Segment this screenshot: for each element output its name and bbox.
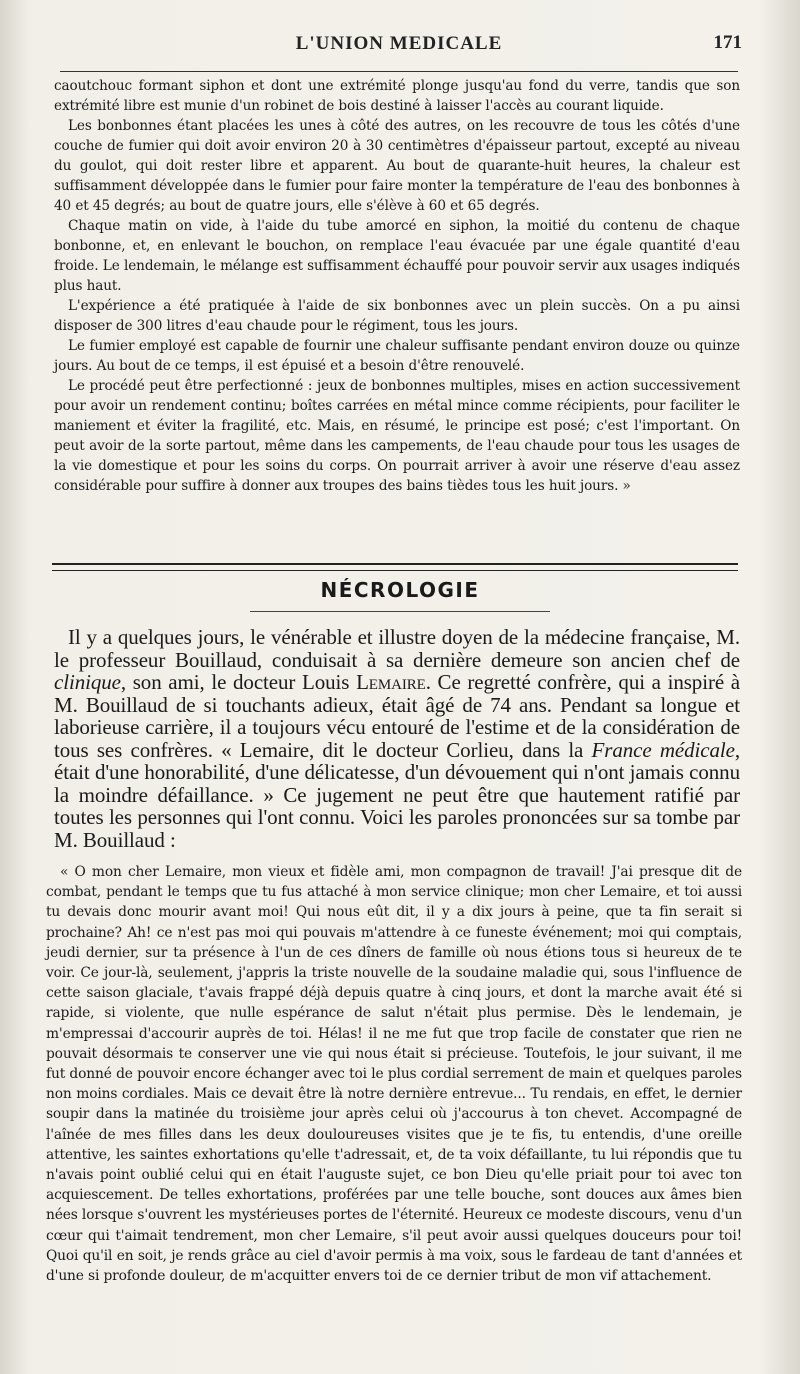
eulogy-paragraph: « O mon cher Lemaire, mon vieux et fidèle ami, mon compagnon de travail! J'ai presque dit de combat, pendant le temps que tu fus attaché à mon service clinique; mon cher Lemaire, et toi aussi tu devais donc mourir avant moi! Qui nous eût dit, il y a dix jours à peine, que ta fin serait si prochaine? Ah! ce n'est pas moi qui pouvais m'attendre à ce funeste événement; moi qui comptais, jeudi dernier, sur ta présence à l'un de ces dîners de famille où nous étions tous si heureux de te voir. Ce jour-là, seulement, j'appris la triste nouvelle de la soudaine maladie qui, sous l'influence de cette saison glaciale, t'avais frappé déjà depuis quatre à cinq jours, et dont la marche avait été si rapide, si violente, que nulle espérance de salut n'était plus permise. Dès le lendemain, je m'empressai d'accourir auprès de toi. Hélas! il ne me fut que trop facile de constater que rien ne pouvait désormais te conserver une vie qui nous était si précieuse. Toutefois, le jour suivant, il me fut donné de pouvoir encore échanger avec toi le plus cordial serrement de main et quelques paroles non moins cordiales. Mais ce devait être là notre dernière entrevue... Tu rendais, en effet, le dernier soupir dans la matinée du troisième jour après celui où j'accourus à ton chevet. Accompagné de l'aînée de mes filles dans les deux douloureuses visites que je te fis, tu entendis, d'une oreille attentive, les saintes exhortations qu'elle t'adressait, et, de ta voix défaillante, tu lui répondis que tu n'avais point oublié celui qui en était l'auguste sujet, ce bon Dieu qu'elle priait pour toi avec ton acquiescement. De telles exhortations, proférées par une telle bouche, sont douces aux âmes bien nées lorsque s'ouvrent les mystérieuses portes de l'éternité. Heureux ce modeste discours, venu d'un cœur qui t'aimait tendrement, mon cher Lemaire, s'il peut avoir aussi quelques douceurs pour toi! Quoi qu'il en soit, je rends grâce au ciel d'avoir permis à ma voix, sous le fardeau de tant d'années et d'une si profonde douleur, de m'acquitter envers toi de ce dernier tribut de mon vif attachement. [46,864,742,1285]
surname-lemaire: Lemaire [356,670,426,694]
eulogy-speech [46,862,742,1286]
article-paragraph: Le fumier employé est capable de fournir une chaleur suffisante pendant environ douze ou quinze jours. Au bout de ce temps, il est épuisé et a besoin d'être renouvelé. [54,338,740,374]
article-paragraph: Les bonbonnes étant placées les unes à côté des autres, on les recouvre de tous les côtés d'une couche de fumier qui doit avoir environ 20 à 30 centimètres d'épaisseur partout, excepté au niveau du goulot, qui doit rester libre et apparent. Au bout de quarante-huit heures, la chaleur est suffisamment développée dans le fumier pour faire monter la température de l'eau des bonbonnes à 40 et 45 degrés; au bout de quatre jours, elle s'élève à 60 et 65 degrés. [54,118,740,214]
article-paragraph: L'expérience a été pratiquée à l'aide de six bonbonnes avec un plein succès. On a pu ainsi disposer de 300 litres d'eau chaude pour le régiment, tous les jours. [54,298,740,334]
running-title: L'UNION MEDICALE [295,33,503,54]
page-number: 171 [713,32,742,53]
header-rule [60,71,738,72]
obituary-paragraph: Il y a quelques jours, le vénérable et illustre doyen de la médecine française, M. le professeur Bouillaud, conduisait à sa dernière demeure son ancien chef de clinique, son ami, le docteur Louis Lemaire. Ce regretté confrère, qui a inspiré à M. Bouillaud de si touchants adieux, était âgé de 74 ans. Pendant sa longue et laborieuse carrière, il a toujours vécu entouré de l'estime et de la considération de tous ses confrères. « Lemaire, dit le docteur Corlieu, dans la France médicale, était d'une honorabilité, d'une délicatesse, d'un dévouement qui n'ont jamais connu la moindre défaillance. » Ce jugement ne peut être que hautement ratifié par toutes les personnes qui l'ont connu. Voici les paroles prononcées sur sa tombe par M. Bouillaud : [54,625,740,852]
obituary-intro [54,626,740,851]
article-paragraph: caoutchouc formant siphon et dont une extrémité plonge jusqu'au fond du verre, tandis que son extrémité libre est munie d'un robinet de bois destiné à laisser l'accès au courant liquide. [54,78,740,114]
section-title: NÉCROLOGIE [320,578,480,602]
article-continuation [54,76,740,496]
page-header [56,30,742,58]
section-divider [52,563,738,571]
italic-word-clinique: clinique [54,670,121,694]
article-paragraph: Chaque matin on vide, à l'aide du tube amorcé en siphon, la moitié du contenu de chaque bonbonne, et, en enlevant le bouchon, on remplace l'eau évacuée par une égale quantité d'eau froide. Le lendemain, le mélange est suffisamment échauffé pour pouvoir servir aux usages indiqués plus haut. [54,218,740,294]
title-underline [250,611,550,612]
journal-name: France médicale [591,737,735,762]
article-paragraph: Le procédé peut être perfectionné : jeux de bonbonnes multiples, mises en action successivement pour avoir un rendement continu; boîtes carrées en métal mince comme récipients, pour faciliter le maniement et éviter la fragilité, etc. Mais, en résumé, le principe est posé; c'est l'important. On peut avoir de la sorte partout, même dans les campements, de l'eau chaude pour tous les usages de la vie domestique et pour les soins du corps. On pourrait arriver à avoir une réserve d'eau assez considérable pour suffire à donner aux troupes des bains tièdes tous les huit jours. » [54,378,740,494]
